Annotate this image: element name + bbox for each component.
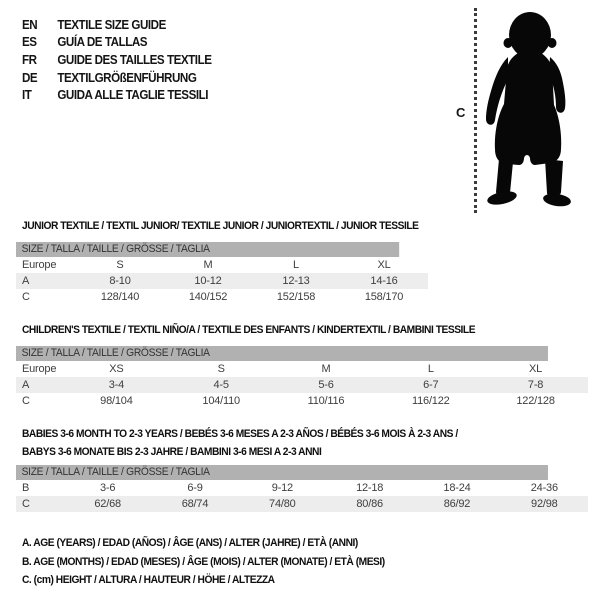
table-cell: 128/140 (100, 291, 140, 303)
language-code: IT (22, 88, 32, 103)
table-cell: 158/170 (364, 291, 404, 303)
table-cell: 3-6 (100, 482, 116, 494)
language-row (22, 34, 212, 52)
table-cell: 104/110 (202, 395, 240, 407)
section-children (0, 321, 600, 409)
row-label: C (22, 395, 30, 407)
table-cell: 24-36 (530, 482, 558, 494)
toddler-silhouette-icon (486, 9, 576, 209)
language-row (22, 69, 212, 87)
table-cell: 8-10 (109, 275, 131, 287)
table-cell: 80/86 (356, 498, 383, 510)
language-code: FR (22, 52, 37, 67)
table-row (16, 289, 428, 305)
silhouette-shape (486, 12, 572, 208)
table-cell: 152/158 (276, 291, 316, 303)
language-row (22, 51, 212, 69)
language-code: EN (22, 17, 38, 32)
table-cell: L (427, 363, 434, 375)
footnotes (22, 534, 385, 590)
table-cell: 116/122 (412, 395, 450, 407)
row-label: Europe (22, 259, 57, 271)
section-babies (0, 425, 600, 512)
section-heading (22, 321, 560, 339)
language-label: GUÍA DE TALLAS (57, 35, 148, 50)
table-row (16, 393, 588, 409)
table-header-bar: SIZE / TALLA / TAILLE / GRÖSSE / TAGLIA (16, 242, 399, 257)
footnote-line: C. (cm) HEIGHT / ALTURA / HAUTEUR / HÖHE / ALTEZZA (22, 574, 275, 587)
table-cell: 74/80 (269, 498, 296, 510)
language-label: GUIDE DES TAILLES TEXTILE (57, 52, 212, 67)
table-header-bar: SIZE / TALLA / TAILLE / GRÖSSE / TAGLIA (16, 346, 548, 361)
table-cell: 10-12 (194, 275, 222, 287)
table-cell: 4-5 (213, 379, 229, 391)
size-table (16, 242, 428, 305)
table-cell: 110/116 (307, 395, 345, 407)
table-cell: 12-18 (356, 482, 384, 494)
table-cell: S (217, 363, 225, 375)
language-list (22, 16, 212, 104)
row-label: Europe (22, 363, 57, 375)
table-cell: 62/68 (94, 498, 121, 510)
table-cell: XS (109, 363, 124, 375)
language-label: TEXTILGRÖßENFÜHRUNG (57, 70, 197, 85)
table-row (16, 377, 588, 393)
table-row (16, 480, 588, 496)
measure-label-c: C (456, 105, 466, 120)
language-code: ES (22, 35, 37, 50)
language-row (22, 16, 212, 34)
table-cell: 9-12 (271, 482, 293, 494)
section-heading (22, 425, 560, 461)
table-cell: XL (529, 363, 543, 375)
size-table (16, 465, 588, 512)
table-header-bar: SIZE / TALLA / TAILLE / GRÖSSE / TAGLIA (16, 465, 548, 480)
table-cell: L (293, 259, 299, 271)
table-cell: 6-7 (423, 379, 439, 391)
section-heading-line: CHILDREN'S TEXTILE / TEXTIL NIÑO/A / TEXTILE DES ENFANTS / KINDERTEXTIL / BAMBINI TESSILE (22, 324, 476, 336)
language-code: DE (22, 70, 38, 85)
language-label: TEXTILE SIZE GUIDE (57, 17, 166, 32)
table-cell: M (321, 363, 331, 375)
table-cell: 3-4 (108, 379, 125, 391)
table-row (16, 361, 588, 377)
table-cell: 86/92 (443, 498, 471, 510)
table-cell: 5-6 (318, 379, 334, 391)
size-table (16, 346, 588, 409)
table-cell: 7-8 (527, 379, 544, 391)
row-label: A (22, 275, 30, 287)
section-heading-line: BABYS 3-6 MONATE BIS 2-3 JAHRE / BAMBINI 3-6 MESI A 2-3 ANNI (22, 446, 322, 458)
row-label: A (22, 379, 30, 391)
height-measure-line (474, 8, 477, 213)
section-heading-line: BABIES 3-6 MONTH TO 2-3 YEARS / BEBÉS 3-6 MESES A 2-3 AÑOS / BÉBÉS 3-6 MOIS À 2-3 ANS / (22, 428, 458, 440)
row-label: C (22, 291, 30, 303)
table-cell: XL (377, 259, 391, 271)
section-heading (22, 217, 560, 235)
table-cell: 18-24 (443, 482, 471, 494)
row-label: C (22, 498, 30, 510)
table-cell: S (116, 259, 124, 271)
table-cell: 68/74 (181, 498, 209, 510)
table-cell: 140/152 (188, 291, 228, 303)
footnote-line: A. AGE (YEARS) / EDAD (AÑOS) / ÂGE (ANS) / ALTER (JAHRE) / ETÀ (ANNI) (22, 537, 358, 549)
table-cell: M (203, 259, 213, 271)
table-cell: 14-16 (370, 275, 398, 287)
table-cell: 98/104 (100, 395, 133, 407)
language-label: GUIDA ALLE TAGLIE TESSILI (57, 88, 209, 103)
table-row (16, 496, 588, 512)
table-cell: 92/98 (531, 498, 558, 510)
table-row (16, 273, 428, 289)
table-cell: 122/128 (516, 395, 555, 407)
section-heading-line: JUNIOR TEXTILE / TEXTIL JUNIOR/ TEXTILE JUNIOR / JUNIORTEXTIL / JUNIOR TESSILE (22, 220, 419, 232)
language-row (22, 86, 212, 104)
table-row (16, 257, 428, 273)
table-cell: 12-13 (282, 275, 310, 287)
row-label: B (22, 482, 30, 494)
table-cell: 6-9 (187, 482, 203, 494)
section-junior (0, 217, 600, 305)
footnote-line: B. AGE (MONTHS) / EDAD (MESES) / ÂGE (MOIS) / ALTER (MONATE) / ETÀ (MESI) (22, 555, 385, 568)
